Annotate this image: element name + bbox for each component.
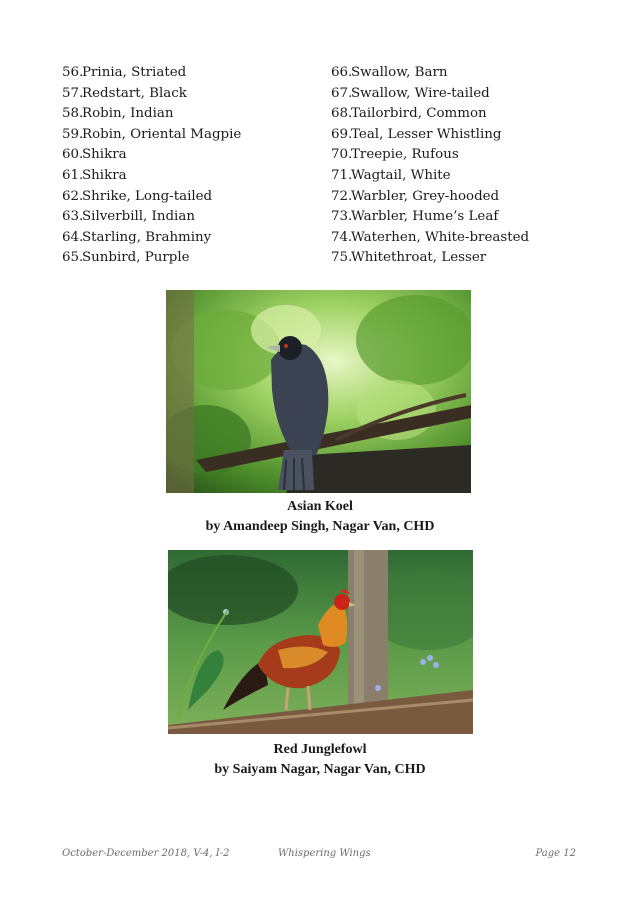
photo-credit: by Saiyam Nagar, Nagar Van, CHD (214, 762, 426, 777)
list-item: 59.Robin, Oriental Magpie (62, 126, 242, 142)
list-item: 65.Sunbird, Purple (62, 250, 190, 266)
list-item: 69.Teal, Lesser Whistling (331, 126, 502, 142)
photo-credit: by Amandeep Singh, Nagar Van, CHD (205, 519, 435, 534)
photo-title: Asian Koel (287, 499, 353, 514)
red-junglefowl-caption (0, 740, 640, 780)
asian-koel-caption (0, 497, 640, 537)
footer-page-number: Page 12 (535, 848, 576, 859)
list-item: 71.Wagtail, White (331, 167, 451, 183)
species-list-right (331, 63, 591, 269)
list-item: 61.Shikra (62, 167, 127, 183)
list-item: 57.Redstart, Black (62, 85, 187, 101)
footer-issue: October-December 2018, V-4, I-2 (62, 848, 230, 859)
photo-title: Red Junglefowl (273, 742, 367, 757)
list-item: 67.Swallow, Wire-tailed (331, 85, 490, 101)
list-item: 63.Silverbill, Indian (62, 209, 195, 225)
list-item: 75.Whitethroat, Lesser (331, 250, 487, 266)
list-item: 56.Prinia, Striated (62, 65, 187, 80)
list-item: 62.Shrike, Long-tailed (62, 188, 213, 204)
list-item: 72.Warbler, Grey-hooded (331, 188, 500, 204)
list-item: 66.Swallow, Barn (331, 65, 448, 80)
species-list-left (62, 63, 312, 269)
list-item: 64.Starling, Brahminy (62, 229, 212, 245)
red-junglefowl-photo (168, 550, 473, 734)
list-item: 73.Warbler, Hume’s Leaf (331, 209, 499, 225)
list-item: 68.Tailorbird, Common (331, 106, 487, 122)
list-item: 70.Treepie, Rufous (331, 147, 459, 163)
list-item: 60.Shikra (62, 147, 127, 163)
asian-koel-photo (166, 290, 471, 493)
footer-publication: Whispering Wings (278, 848, 371, 859)
list-item: 58.Robin, Indian (62, 106, 174, 122)
list-item: 74.Waterhen, White-breasted (331, 229, 530, 245)
